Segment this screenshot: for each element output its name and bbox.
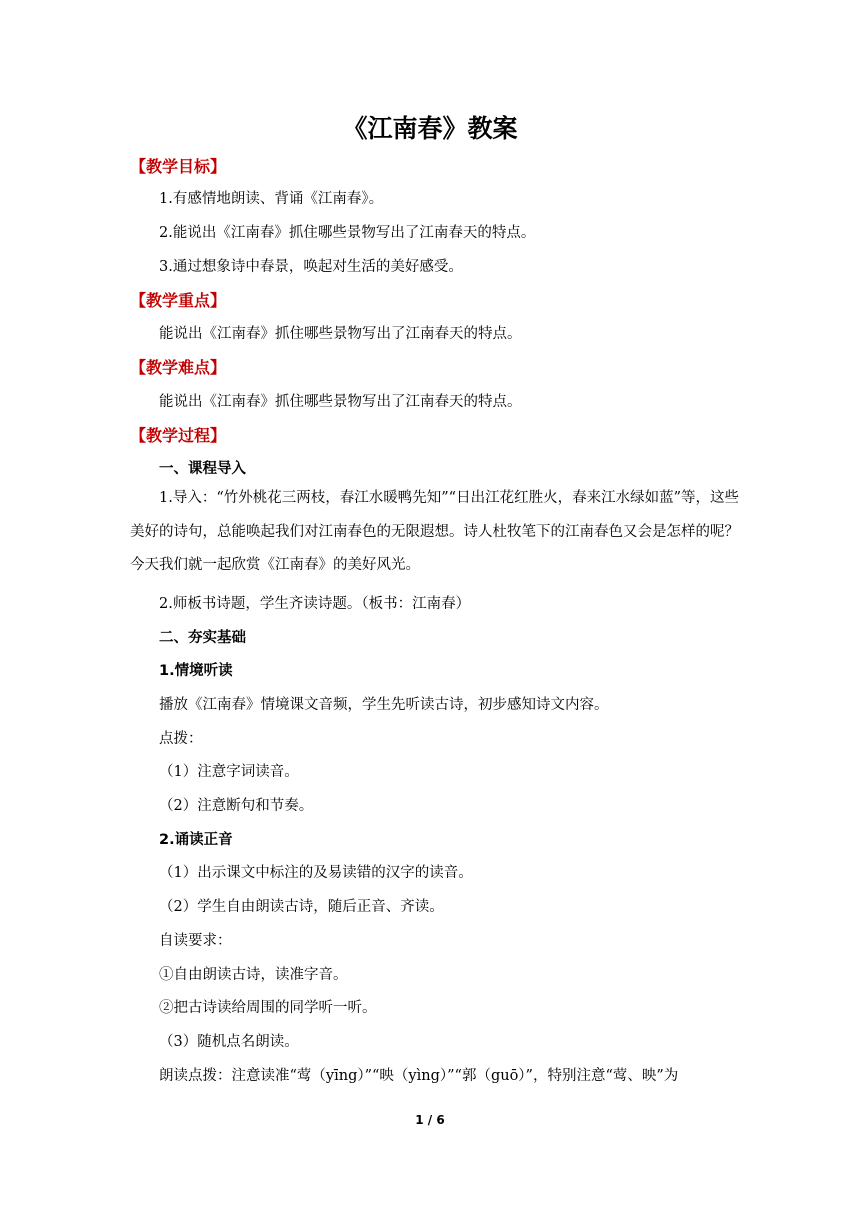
part1-step2: 2.师板书诗题，学生齐读诗题。（板书：江南春） — [159, 596, 471, 612]
requirement-item-2: ②把古诗读给周围的同学听一听。 — [159, 1000, 377, 1016]
sub2-step2: （2）学生自由朗读古诗，随后正音、齐读。 — [159, 899, 444, 915]
goal-item-1: 1.有感情地朗读、背诵《江南春》。 — [159, 191, 384, 207]
difficulties-text: 能说出《江南春》抓住哪些景物写出了江南春天的特点。 — [159, 394, 522, 410]
sub1-heading: 1.情境听读 — [159, 663, 233, 679]
section-heading-goals: 【教学目标】 — [130, 157, 227, 176]
requirements-label: 自读要求： — [159, 933, 232, 949]
reading-hint: 朗读点拨：注意读准“莺（yīng）”“映（yìng）”“郭（guō）”，特别注意“莺、映”为 — [159, 1068, 679, 1084]
section-heading-process: 【教学过程】 — [130, 426, 227, 445]
section-heading-key-points: 【教学重点】 — [130, 291, 227, 310]
hint-item-1: （1）注意字词读音。 — [159, 764, 299, 780]
sub2-step1: （1）出示课文中标注的及易读错的汉字的读音。 — [159, 865, 473, 881]
requirement-item-1: ①自由朗读古诗，读准字音。 — [159, 967, 348, 983]
sub1-text: 播放《江南春》情境课文音频，学生先听读古诗，初步感知诗文内容。 — [159, 697, 609, 713]
part1-heading: 一、课程导入 — [159, 461, 246, 477]
sub2-heading: 2.诵读正音 — [159, 832, 233, 848]
document-title: 《江南春》教案 — [342, 114, 518, 143]
sub2-step3: （3）随机点名朗读。 — [159, 1034, 299, 1050]
part1-intro-paragraph: 1.导入：“竹外桃花三两枝，春江水暖鸭先知”“日出江花红胜火，春来江水绿如蓝”等，这些美好的诗句，总能唤起我们对江南春色的无限遐想。诗人杜牧笔下的江南春色又会是怎样的呢？今天我们就一起欣赏《江南春》的美好风光。 — [130, 490, 739, 573]
page-number: 1 / 6 — [415, 1113, 445, 1127]
goal-item-2: 2.能说出《江南春》抓住哪些景物写出了江南春天的特点。 — [159, 225, 536, 241]
section-heading-difficulties: 【教学难点】 — [130, 358, 227, 377]
hint-item-2: （2）注意断句和节奏。 — [159, 798, 314, 814]
key-points-text: 能说出《江南春》抓住哪些景物写出了江南春天的特点。 — [159, 326, 522, 342]
goal-item-3: 3.通过想象诗中春景，唤起对生活的美好感受。 — [159, 259, 463, 275]
hint-label: 点拨： — [159, 731, 203, 747]
part2-heading: 二、夯实基础 — [159, 630, 246, 646]
